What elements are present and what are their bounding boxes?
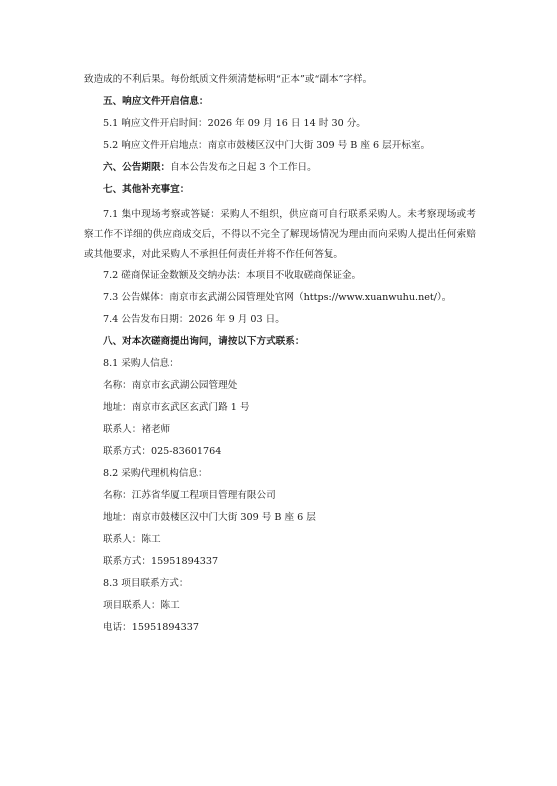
agent-phone: 联系方式：15951894337: [103, 556, 219, 567]
item-8-3: 8.3 项目联系方式：: [103, 578, 189, 589]
paragraph-top: 致造成的不利后果。每份纸质文件须清楚标明“正本”或“副本”字样。: [84, 74, 373, 85]
project-phone: 电话：15951894337: [103, 622, 199, 633]
section-6-heading: 六、公告期限：: [103, 162, 171, 173]
item-7-4: 7.4 公告发布日期：2026 年 9 月 03 日。: [103, 314, 285, 325]
agent-contact: 联系人：陈工: [103, 534, 161, 545]
buyer-phone: 联系方式：025-83601764: [103, 446, 222, 457]
buyer-address: 地址：南京市玄武区玄武门路 1 号: [103, 402, 250, 413]
item-7-2: 7.2 磋商保证金数额及交纳办法：本项目不收取磋商保证金。: [103, 270, 362, 281]
item-8-1: 8.1 采购人信息：: [103, 358, 179, 369]
section-7-heading: 七、其他补充事宜：: [103, 184, 190, 195]
project-contact: 项目联系人：陈工: [103, 600, 180, 611]
item-7-1: 7.1 集中现场考察或答疑：采购人不组织，供应商可自行联系采购人。未考察现场或考察工作不详细的供应商成交后，不得以不完全了解现场情况为理由而向采购人提出任何索赔或其他要求，对此采购人不承担任何责任并将不作任何答复。: [84, 209, 476, 260]
agent-name: 名称：江苏省华厦工程项目管理有限公司: [103, 490, 276, 501]
item-8-2: 8.2 采购代理机构信息：: [103, 468, 208, 479]
agent-address: 地址：南京市鼓楼区汉中门大街 309 号 B 座 6 层: [103, 512, 316, 523]
section-6-text: 自本公告发布之日起 3 个工作日。: [170, 162, 317, 173]
section-8-heading: 八、对本次磋商提出询问，请按以下方式联系：: [103, 336, 305, 347]
item-5-2: 5.2 响应文件开启地点：南京市鼓楼区汉中门大街 309 号 B 座 6 层开标室。: [103, 140, 431, 151]
item-7-3: 7.3 公告媒体：南京市玄武湖公园管理处官网（https://www.xuanwuhu.net/）。: [103, 292, 452, 303]
buyer-contact: 联系人：褚老师: [103, 424, 171, 435]
section-6-line: [103, 161, 476, 175]
section-5-heading: 五、响应文件开启信息：: [103, 96, 209, 107]
item-5-1: 5.1 响应文件开启时间：2026 年 09 月 16 日 14 时 30 分。: [103, 118, 366, 129]
buyer-name: 名称：南京市玄武湖公园管理处: [103, 380, 238, 391]
